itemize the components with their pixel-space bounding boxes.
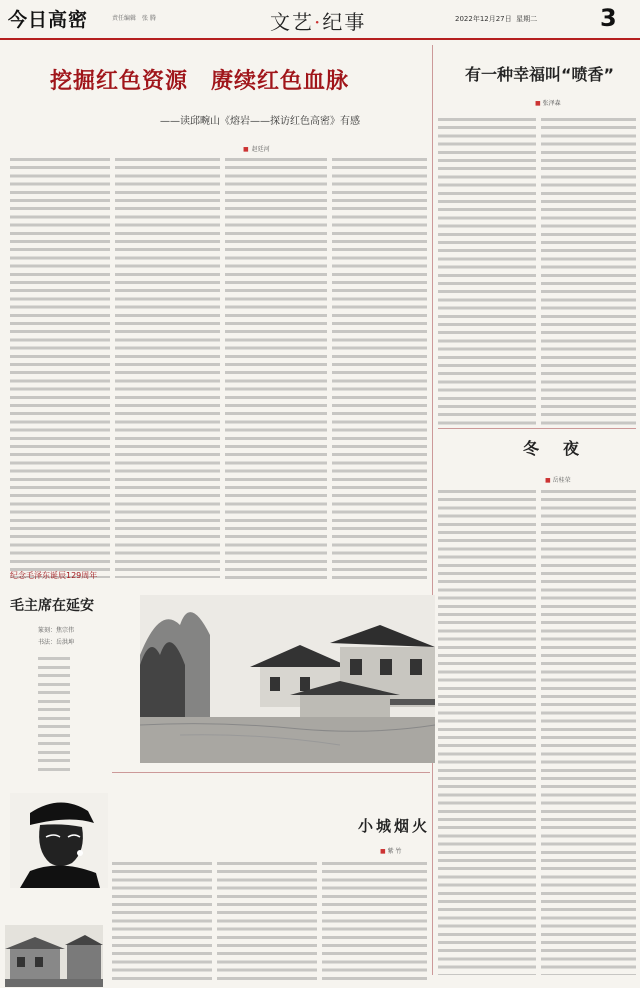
feature-3-body-col-1 [112,862,212,984]
lead-headline: 挖掘红色资源 赓续红色血脉 [50,69,350,94]
feature-1-body-col-2 [541,118,636,428]
column-rule [432,45,433,975]
editor-name: 张 腾 [142,15,156,22]
feature-2-body-col-2 [541,490,636,975]
feature-2-body-col-1 [438,490,536,975]
feature-1-title: 有一种幸福叫“喷香” [465,65,615,84]
inset-kicker: 纪念毛泽东诞辰129周年 [10,571,98,580]
feature-divider [438,428,636,429]
river-town-photo [140,595,435,763]
portrait-seal-image [10,793,108,888]
feature-3-body-col-2 [217,862,317,984]
page-number: 3 [600,4,617,32]
feature-3-title: 小城烟火 [358,817,431,835]
inset-title: 毛主席在延安 [10,598,94,614]
masthead [0,0,640,40]
section-title: 文艺·纪事 [270,10,367,34]
feature-3-author: ■ 紫 竹 [380,848,402,855]
masthead-rule [0,38,640,40]
lead-byline: ■ 赵廷河 [243,146,270,153]
issue-date: 2022年12月27日 星期二 [455,15,538,23]
calligraphy-text [38,655,104,774]
feature-3-divider [112,772,430,773]
feature-3-body-col-3 [322,862,427,984]
building-photo [5,925,103,987]
lead-body-col-3 [225,158,327,583]
lead-body-col-2 [115,158,220,578]
editor-credits [112,13,162,22]
feature-1-body-col-1 [438,118,536,428]
feature-2-author: ■ 岳桂荣 [545,477,571,484]
inset-credits: 篆刻：焦宗伟 书法：岳洪坤 [38,627,75,646]
newspaper-logo: 今日高密 [8,9,89,31]
lead-body-col-4 [332,158,427,583]
lead-subhead: ——读邱畹山《熔岩——探访红色高密》有感 [160,116,360,127]
feature-2-title: 冬 夜 [523,439,584,458]
editor-role: 责任编辑 [112,15,137,22]
feature-1-author: ■ 张泽森 [535,100,561,107]
lead-body-col-1 [10,158,110,578]
